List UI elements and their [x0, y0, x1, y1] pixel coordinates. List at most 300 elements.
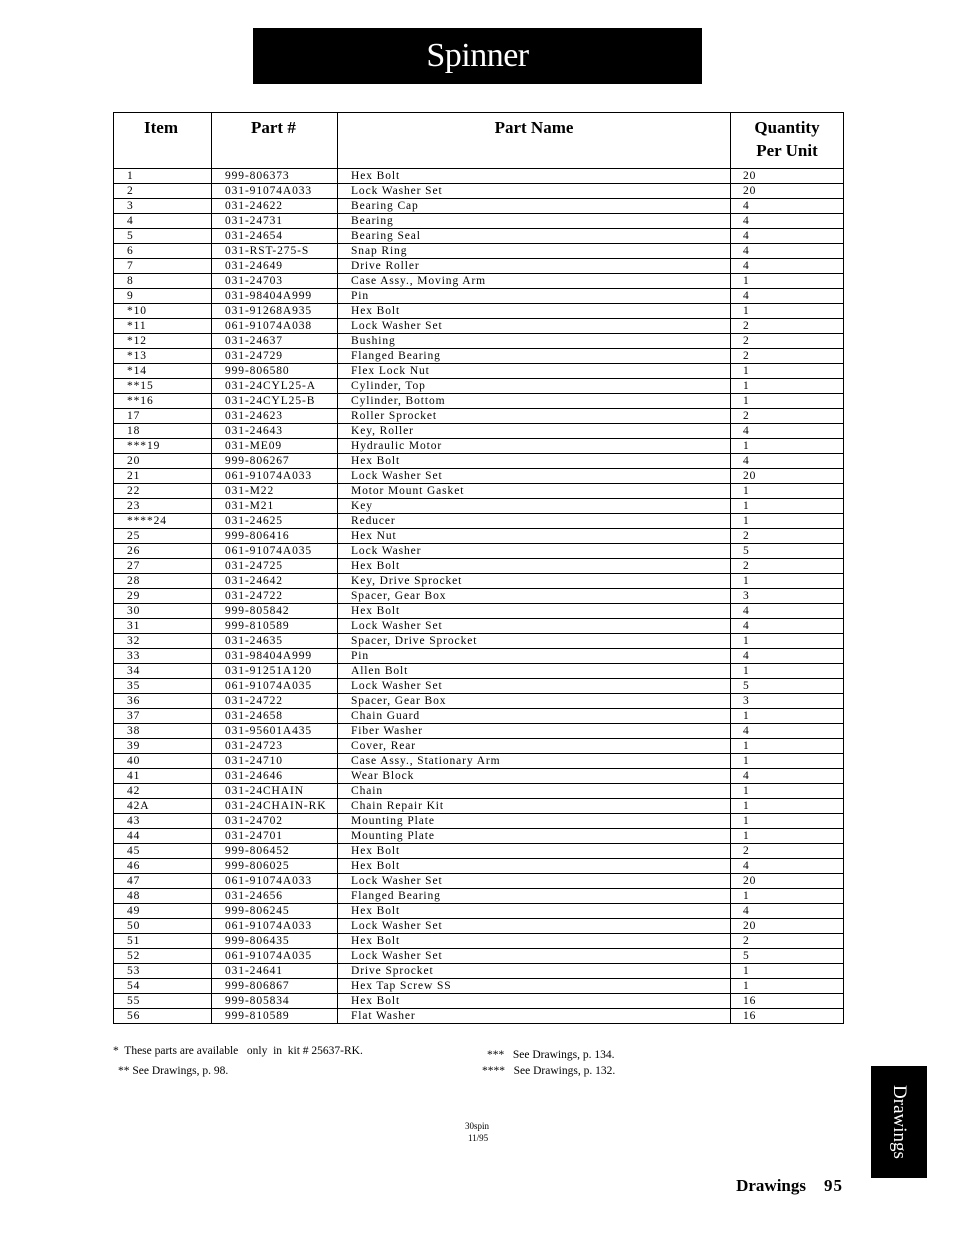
- item-number: 42: [114, 784, 212, 799]
- quantity: 5: [731, 679, 844, 694]
- part-name: Roller Sprocket: [338, 409, 731, 424]
- part-name: Hex Tap Screw SS: [338, 979, 731, 994]
- item-number: 1: [114, 169, 212, 184]
- part-name: Fiber Washer: [338, 724, 731, 739]
- item-number: 5: [114, 229, 212, 244]
- part-name: Bearing Seal: [338, 229, 731, 244]
- part-number: 031-24729: [212, 349, 338, 364]
- part-number: 999-806267: [212, 454, 338, 469]
- quantity: 1: [731, 979, 844, 994]
- quantity: 2: [731, 409, 844, 424]
- table-row: [114, 694, 844, 709]
- quantity: 2: [731, 559, 844, 574]
- item-number: 40: [114, 754, 212, 769]
- parts-table: [113, 112, 844, 1024]
- table-row: [114, 589, 844, 604]
- quantity: 2: [731, 529, 844, 544]
- part-number: 031-24646: [212, 769, 338, 784]
- part-name: Hex Bolt: [338, 934, 731, 949]
- part-name: Key, Roller: [338, 424, 731, 439]
- table-row: [114, 514, 844, 529]
- table-row: [114, 559, 844, 574]
- table-row: [114, 649, 844, 664]
- item-number: 38: [114, 724, 212, 739]
- table-row: [114, 289, 844, 304]
- part-number: 031-24CHAIN: [212, 784, 338, 799]
- item-number: 9: [114, 289, 212, 304]
- item-number: 54: [114, 979, 212, 994]
- part-name: Snap Ring: [338, 244, 731, 259]
- part-name: Drive Roller: [338, 259, 731, 274]
- part-name: Flanged Bearing: [338, 349, 731, 364]
- table-row: [114, 169, 844, 184]
- part-number: 031-24643: [212, 424, 338, 439]
- quantity: 1: [731, 799, 844, 814]
- item-number: 52: [114, 949, 212, 964]
- table-row: [114, 919, 844, 934]
- part-number: 031-24641: [212, 964, 338, 979]
- part-number: 999-806867: [212, 979, 338, 994]
- table-row: [114, 484, 844, 499]
- item-number: 8: [114, 274, 212, 289]
- part-name: Lock Washer Set: [338, 874, 731, 889]
- footnote-kit: * These parts are available only in kit # 25637-RK.: [113, 1045, 363, 1057]
- part-number: 031-24CHAIN-RK: [212, 799, 338, 814]
- table-row: [114, 409, 844, 424]
- table-row: [114, 619, 844, 634]
- part-name: Flat Washer: [338, 1009, 731, 1024]
- table-row: [114, 739, 844, 754]
- part-name: Lock Washer Set: [338, 919, 731, 934]
- item-number: 27: [114, 559, 212, 574]
- part-name: Chain Guard: [338, 709, 731, 724]
- footnote-drawings-98: ** See Drawings, p. 98.: [118, 1065, 229, 1077]
- item-number: 46: [114, 859, 212, 874]
- part-name: Lock Washer Set: [338, 949, 731, 964]
- part-number: 031-24658: [212, 709, 338, 724]
- part-name: Cover, Rear: [338, 739, 731, 754]
- part-name: Spacer, Gear Box: [338, 694, 731, 709]
- item-number: 35: [114, 679, 212, 694]
- part-number: 031-24710: [212, 754, 338, 769]
- item-number: 44: [114, 829, 212, 844]
- table-row: [114, 904, 844, 919]
- quantity: 1: [731, 574, 844, 589]
- page-footer: [736, 1176, 843, 1196]
- item-number: 34: [114, 664, 212, 679]
- part-name: Hex Bolt: [338, 994, 731, 1009]
- part-number: 031-91074A033: [212, 184, 338, 199]
- part-name: Key, Drive Sprocket: [338, 574, 731, 589]
- table-row: [114, 469, 844, 484]
- quantity: 4: [731, 454, 844, 469]
- part-name: Lock Washer: [338, 544, 731, 559]
- quantity: 4: [731, 724, 844, 739]
- part-number: 031-98404A999: [212, 649, 338, 664]
- part-name: Cylinder, Bottom: [338, 394, 731, 409]
- item-number: 25: [114, 529, 212, 544]
- part-number: 999-806416: [212, 529, 338, 544]
- table-row: [114, 664, 844, 679]
- item-number: 23: [114, 499, 212, 514]
- item-number: 6: [114, 244, 212, 259]
- quantity: 1: [731, 439, 844, 454]
- part-number: 031-M22: [212, 484, 338, 499]
- footer-section: Drawings: [736, 1176, 806, 1195]
- item-number: 22: [114, 484, 212, 499]
- table-row: [114, 604, 844, 619]
- part-number: 031-24731: [212, 214, 338, 229]
- item-number: **16: [114, 394, 212, 409]
- item-number: 29: [114, 589, 212, 604]
- item-number: *12: [114, 334, 212, 349]
- quantity: 4: [731, 604, 844, 619]
- quantity: 4: [731, 859, 844, 874]
- table-row: [114, 529, 844, 544]
- table-row: [114, 1009, 844, 1024]
- part-name: Motor Mount Gasket: [338, 484, 731, 499]
- part-number: 999-810589: [212, 1009, 338, 1024]
- quantity: 1: [731, 304, 844, 319]
- item-number: 32: [114, 634, 212, 649]
- item-number: 28: [114, 574, 212, 589]
- part-number: 031-24723: [212, 739, 338, 754]
- part-number: 031-M21: [212, 499, 338, 514]
- section-tab: [871, 1066, 927, 1178]
- part-number: 031-24635: [212, 634, 338, 649]
- part-number: 031-95601A435: [212, 724, 338, 739]
- table-row: [114, 634, 844, 649]
- part-number: 031-24CYL25-A: [212, 379, 338, 394]
- quantity: 1: [731, 754, 844, 769]
- table-row: [114, 844, 844, 859]
- table-row: [114, 259, 844, 274]
- part-number: 031-24622: [212, 199, 338, 214]
- item-number: *11: [114, 319, 212, 334]
- part-number: 999-806245: [212, 904, 338, 919]
- table-row: [114, 274, 844, 289]
- table-row: [114, 394, 844, 409]
- quantity: 4: [731, 214, 844, 229]
- item-number: 31: [114, 619, 212, 634]
- quantity: 20: [731, 919, 844, 934]
- part-number: 999-805834: [212, 994, 338, 1009]
- part-name: Chain: [338, 784, 731, 799]
- table-row: [114, 199, 844, 214]
- part-number: 031-24CYL25-B: [212, 394, 338, 409]
- table-row: [114, 829, 844, 844]
- part-number: 031-91251A120: [212, 664, 338, 679]
- part-number: 031-24656: [212, 889, 338, 904]
- quantity: 1: [731, 814, 844, 829]
- part-name: Allen Bolt: [338, 664, 731, 679]
- quantity: 1: [731, 634, 844, 649]
- part-number: 999-806580: [212, 364, 338, 379]
- part-number: 999-805842: [212, 604, 338, 619]
- quantity: 4: [731, 259, 844, 274]
- item-number: **15: [114, 379, 212, 394]
- part-number: 061-91074A033: [212, 469, 338, 484]
- part-number: 031-ME09: [212, 439, 338, 454]
- quantity: 1: [731, 274, 844, 289]
- quantity: 1: [731, 394, 844, 409]
- part-name: Hex Bolt: [338, 454, 731, 469]
- quantity: 20: [731, 184, 844, 199]
- quantity: 3: [731, 589, 844, 604]
- table-row: [114, 889, 844, 904]
- quantity: 1: [731, 709, 844, 724]
- table-row: [114, 754, 844, 769]
- part-number: 031-91268A935: [212, 304, 338, 319]
- part-number: 061-91074A033: [212, 874, 338, 889]
- part-number: 031-RST-275-S: [212, 244, 338, 259]
- part-number: 031-98404A999: [212, 289, 338, 304]
- table-row: [114, 934, 844, 949]
- item-number: 51: [114, 934, 212, 949]
- part-name: Pin: [338, 289, 731, 304]
- header-part-name: Part Name: [338, 113, 731, 169]
- page-number: 95: [824, 1176, 843, 1195]
- table-row: [114, 769, 844, 784]
- part-name: Spacer, Gear Box: [338, 589, 731, 604]
- part-name: Hex Bolt: [338, 859, 731, 874]
- part-number: 031-24625: [212, 514, 338, 529]
- part-number: 031-24623: [212, 409, 338, 424]
- quantity: 4: [731, 244, 844, 259]
- item-number: 55: [114, 994, 212, 1009]
- quantity: 1: [731, 499, 844, 514]
- table-row: [114, 979, 844, 994]
- table-row: [114, 814, 844, 829]
- part-number: 031-24722: [212, 589, 338, 604]
- table-row: [114, 964, 844, 979]
- part-name: Bearing Cap: [338, 199, 731, 214]
- part-number: 031-24642: [212, 574, 338, 589]
- item-number: 33: [114, 649, 212, 664]
- part-name: Hex Nut: [338, 529, 731, 544]
- quantity: 16: [731, 1009, 844, 1024]
- header-part-number: Part #: [212, 113, 338, 169]
- table-row: [114, 949, 844, 964]
- part-name: Bearing: [338, 214, 731, 229]
- quantity: 2: [731, 349, 844, 364]
- document-date: 11/95: [468, 1133, 489, 1143]
- item-number: 37: [114, 709, 212, 724]
- part-number: 999-810589: [212, 619, 338, 634]
- quantity: 3: [731, 694, 844, 709]
- item-number: *14: [114, 364, 212, 379]
- item-number: 56: [114, 1009, 212, 1024]
- quantity: 1: [731, 889, 844, 904]
- table-header-row: [114, 113, 844, 169]
- part-name: Mounting Plate: [338, 829, 731, 844]
- table-row: [114, 334, 844, 349]
- part-number: 061-91074A035: [212, 544, 338, 559]
- quantity: 2: [731, 844, 844, 859]
- part-number: 031-24703: [212, 274, 338, 289]
- quantity: 4: [731, 619, 844, 634]
- part-name: Flex Lock Nut: [338, 364, 731, 379]
- item-number: 21: [114, 469, 212, 484]
- quantity: 1: [731, 964, 844, 979]
- item-number: 26: [114, 544, 212, 559]
- table-row: [114, 304, 844, 319]
- part-name: Lock Washer Set: [338, 184, 731, 199]
- table-row: [114, 364, 844, 379]
- item-number: 2: [114, 184, 212, 199]
- table-row: [114, 799, 844, 814]
- table-row: [114, 244, 844, 259]
- part-name: Spacer, Drive Sprocket: [338, 634, 731, 649]
- part-name: Key: [338, 499, 731, 514]
- part-name: Hex Bolt: [338, 844, 731, 859]
- section-tab-label: Drawings: [889, 1085, 910, 1159]
- table-row: [114, 214, 844, 229]
- part-number: 061-91074A033: [212, 919, 338, 934]
- item-number: 30: [114, 604, 212, 619]
- header-item: Item: [114, 113, 212, 169]
- table-row: [114, 994, 844, 1009]
- table-row: [114, 874, 844, 889]
- part-name: Pin: [338, 649, 731, 664]
- part-name: Lock Washer Set: [338, 469, 731, 484]
- item-number: 39: [114, 739, 212, 754]
- quantity: 16: [731, 994, 844, 1009]
- quantity: 4: [731, 199, 844, 214]
- item-number: 42A: [114, 799, 212, 814]
- item-number: *13: [114, 349, 212, 364]
- table-row: [114, 859, 844, 874]
- part-name: Hex Bolt: [338, 169, 731, 184]
- part-number: 031-24725: [212, 559, 338, 574]
- item-number: 7: [114, 259, 212, 274]
- part-name: Hydraulic Motor: [338, 439, 731, 454]
- part-name: Lock Washer Set: [338, 619, 731, 634]
- item-number: 50: [114, 919, 212, 934]
- item-number: 48: [114, 889, 212, 904]
- item-number: 47: [114, 874, 212, 889]
- part-name: Lock Washer Set: [338, 679, 731, 694]
- part-name: Hex Bolt: [338, 559, 731, 574]
- header-quantity-per-unit: Quantity Per Unit: [731, 113, 844, 169]
- part-name: Mounting Plate: [338, 814, 731, 829]
- part-name: Wear Block: [338, 769, 731, 784]
- parts-table-body: [114, 169, 844, 1024]
- item-number: 53: [114, 964, 212, 979]
- page-title: Spinner: [253, 28, 702, 84]
- part-number: 031-24637: [212, 334, 338, 349]
- item-number: ****24: [114, 514, 212, 529]
- part-number: 031-24722: [212, 694, 338, 709]
- table-row: [114, 499, 844, 514]
- table-row: [114, 439, 844, 454]
- table-row: [114, 574, 844, 589]
- item-number: 4: [114, 214, 212, 229]
- quantity: 1: [731, 829, 844, 844]
- table-row: [114, 349, 844, 364]
- item-number: 43: [114, 814, 212, 829]
- quantity: 2: [731, 319, 844, 334]
- quantity: 4: [731, 229, 844, 244]
- item-number: 45: [114, 844, 212, 859]
- part-name: Hex Bolt: [338, 304, 731, 319]
- part-number: 031-24702: [212, 814, 338, 829]
- quantity: 2: [731, 334, 844, 349]
- part-number: 061-91074A035: [212, 679, 338, 694]
- part-number: 999-806435: [212, 934, 338, 949]
- quantity: 5: [731, 544, 844, 559]
- table-row: [114, 679, 844, 694]
- quantity: 1: [731, 484, 844, 499]
- part-name: Lock Washer Set: [338, 319, 731, 334]
- part-number: 999-806373: [212, 169, 338, 184]
- table-row: [114, 424, 844, 439]
- quantity: 2: [731, 934, 844, 949]
- footnote-drawings-134: *** See Drawings, p. 134.: [487, 1049, 615, 1061]
- quantity: 20: [731, 169, 844, 184]
- table-row: [114, 724, 844, 739]
- footnote-drawings-132: **** See Drawings, p. 132.: [482, 1065, 616, 1077]
- table-row: [114, 454, 844, 469]
- quantity: 4: [731, 904, 844, 919]
- table-row: [114, 784, 844, 799]
- item-number: 49: [114, 904, 212, 919]
- part-number: 031-24701: [212, 829, 338, 844]
- item-number: 41: [114, 769, 212, 784]
- part-number: 999-806025: [212, 859, 338, 874]
- table-row: [114, 319, 844, 334]
- item-number: 3: [114, 199, 212, 214]
- item-number: 36: [114, 694, 212, 709]
- part-number: 999-806452: [212, 844, 338, 859]
- part-number: 031-24654: [212, 229, 338, 244]
- quantity: 1: [731, 739, 844, 754]
- document-code: 30spin: [465, 1121, 490, 1131]
- part-name: Chain Repair Kit: [338, 799, 731, 814]
- part-name: Hex Bolt: [338, 604, 731, 619]
- part-name: Reducer: [338, 514, 731, 529]
- part-name: Drive Sprocket: [338, 964, 731, 979]
- table-row: [114, 544, 844, 559]
- part-name: Hex Bolt: [338, 904, 731, 919]
- quantity: 1: [731, 379, 844, 394]
- part-name: Case Assy., Stationary Arm: [338, 754, 731, 769]
- part-name: Case Assy., Moving Arm: [338, 274, 731, 289]
- part-number: 061-91074A038: [212, 319, 338, 334]
- quantity: 4: [731, 769, 844, 784]
- part-number: 061-91074A035: [212, 949, 338, 964]
- part-name: Flanged Bearing: [338, 889, 731, 904]
- quantity: 4: [731, 424, 844, 439]
- quantity: 1: [731, 784, 844, 799]
- part-name: Cylinder, Top: [338, 379, 731, 394]
- quantity: 5: [731, 949, 844, 964]
- item-number: 18: [114, 424, 212, 439]
- table-row: [114, 184, 844, 199]
- table-row: [114, 379, 844, 394]
- quantity: 20: [731, 874, 844, 889]
- item-number: 17: [114, 409, 212, 424]
- table-row: [114, 229, 844, 244]
- quantity: 1: [731, 664, 844, 679]
- quantity: 1: [731, 514, 844, 529]
- quantity: 20: [731, 469, 844, 484]
- item-number: *10: [114, 304, 212, 319]
- part-number: 031-24649: [212, 259, 338, 274]
- table-row: [114, 709, 844, 724]
- quantity: 4: [731, 649, 844, 664]
- item-number: 20: [114, 454, 212, 469]
